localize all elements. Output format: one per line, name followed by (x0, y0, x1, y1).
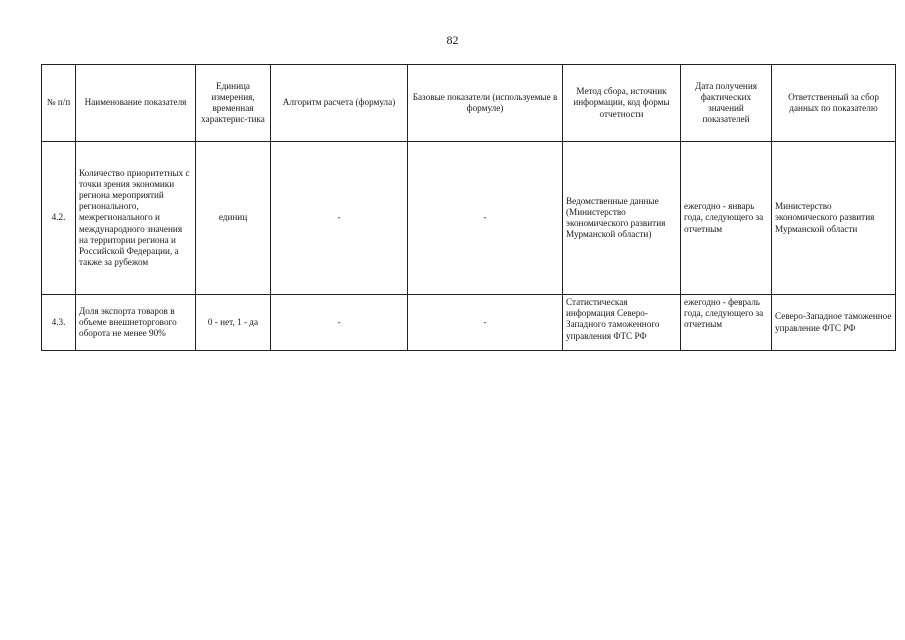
cell-number: 4.2. (42, 142, 76, 295)
cell-responsible: Северо-Западное таможенное управление ФТС РФ (772, 295, 896, 351)
header-indicator-name: Наименование показателя (76, 65, 196, 142)
cell-algorithm: - (271, 295, 408, 351)
cell-unit: 0 - нет, 1 - да (196, 295, 271, 351)
page-number: 82 (446, 33, 459, 47)
cell-responsible: Министерство экономического развития Мурманской области (772, 142, 896, 295)
header-base-indicators: Базовые показатели (используемые в формуле) (408, 65, 563, 142)
cell-date-received: ежегодно - февраль года, следующего за отчетным (681, 295, 772, 351)
header-collection-method: Метод сбора, источник информации, код формы отчетности (563, 65, 681, 142)
indicators-table (41, 64, 896, 351)
cell-base-indicators: - (408, 142, 563, 295)
header-responsible: Ответственный за сбор данных по показателю (772, 65, 896, 142)
cell-indicator-name: Количество приоритетных с точки зрения экономики региона мероприятий регионального, межрегионального и международного значения на территории региона и Российской Федерации, а также за рубежом (76, 142, 196, 295)
cell-date-received: ежегодно - январь года, следующего за отчетным (681, 142, 772, 295)
header-date-received: Дата получения фактических значений показателей (681, 65, 772, 142)
header-number: № п/п (42, 65, 76, 142)
table-header-row (42, 65, 896, 142)
cell-base-indicators: - (408, 295, 563, 351)
table-row (42, 142, 896, 295)
cell-indicator-name: Доля экспорта товаров в объеме внешнеторгового оборота не менее 90% (76, 295, 196, 351)
header-algorithm: Алгоритм расчета (формула) (271, 65, 408, 142)
cell-collection-method: Статистическая информация Северо-Западного таможенного управления ФТС РФ (563, 295, 681, 351)
cell-collection-method: Ведомственные данные (Министерство экономического развития Мурманской области) (563, 142, 681, 295)
header-unit: Единица измерения, временная характерис-тика (196, 65, 271, 142)
cell-algorithm: - (271, 142, 408, 295)
cell-unit: единиц (196, 142, 271, 295)
cell-number: 4.3. (42, 295, 76, 351)
table-row (42, 295, 896, 351)
